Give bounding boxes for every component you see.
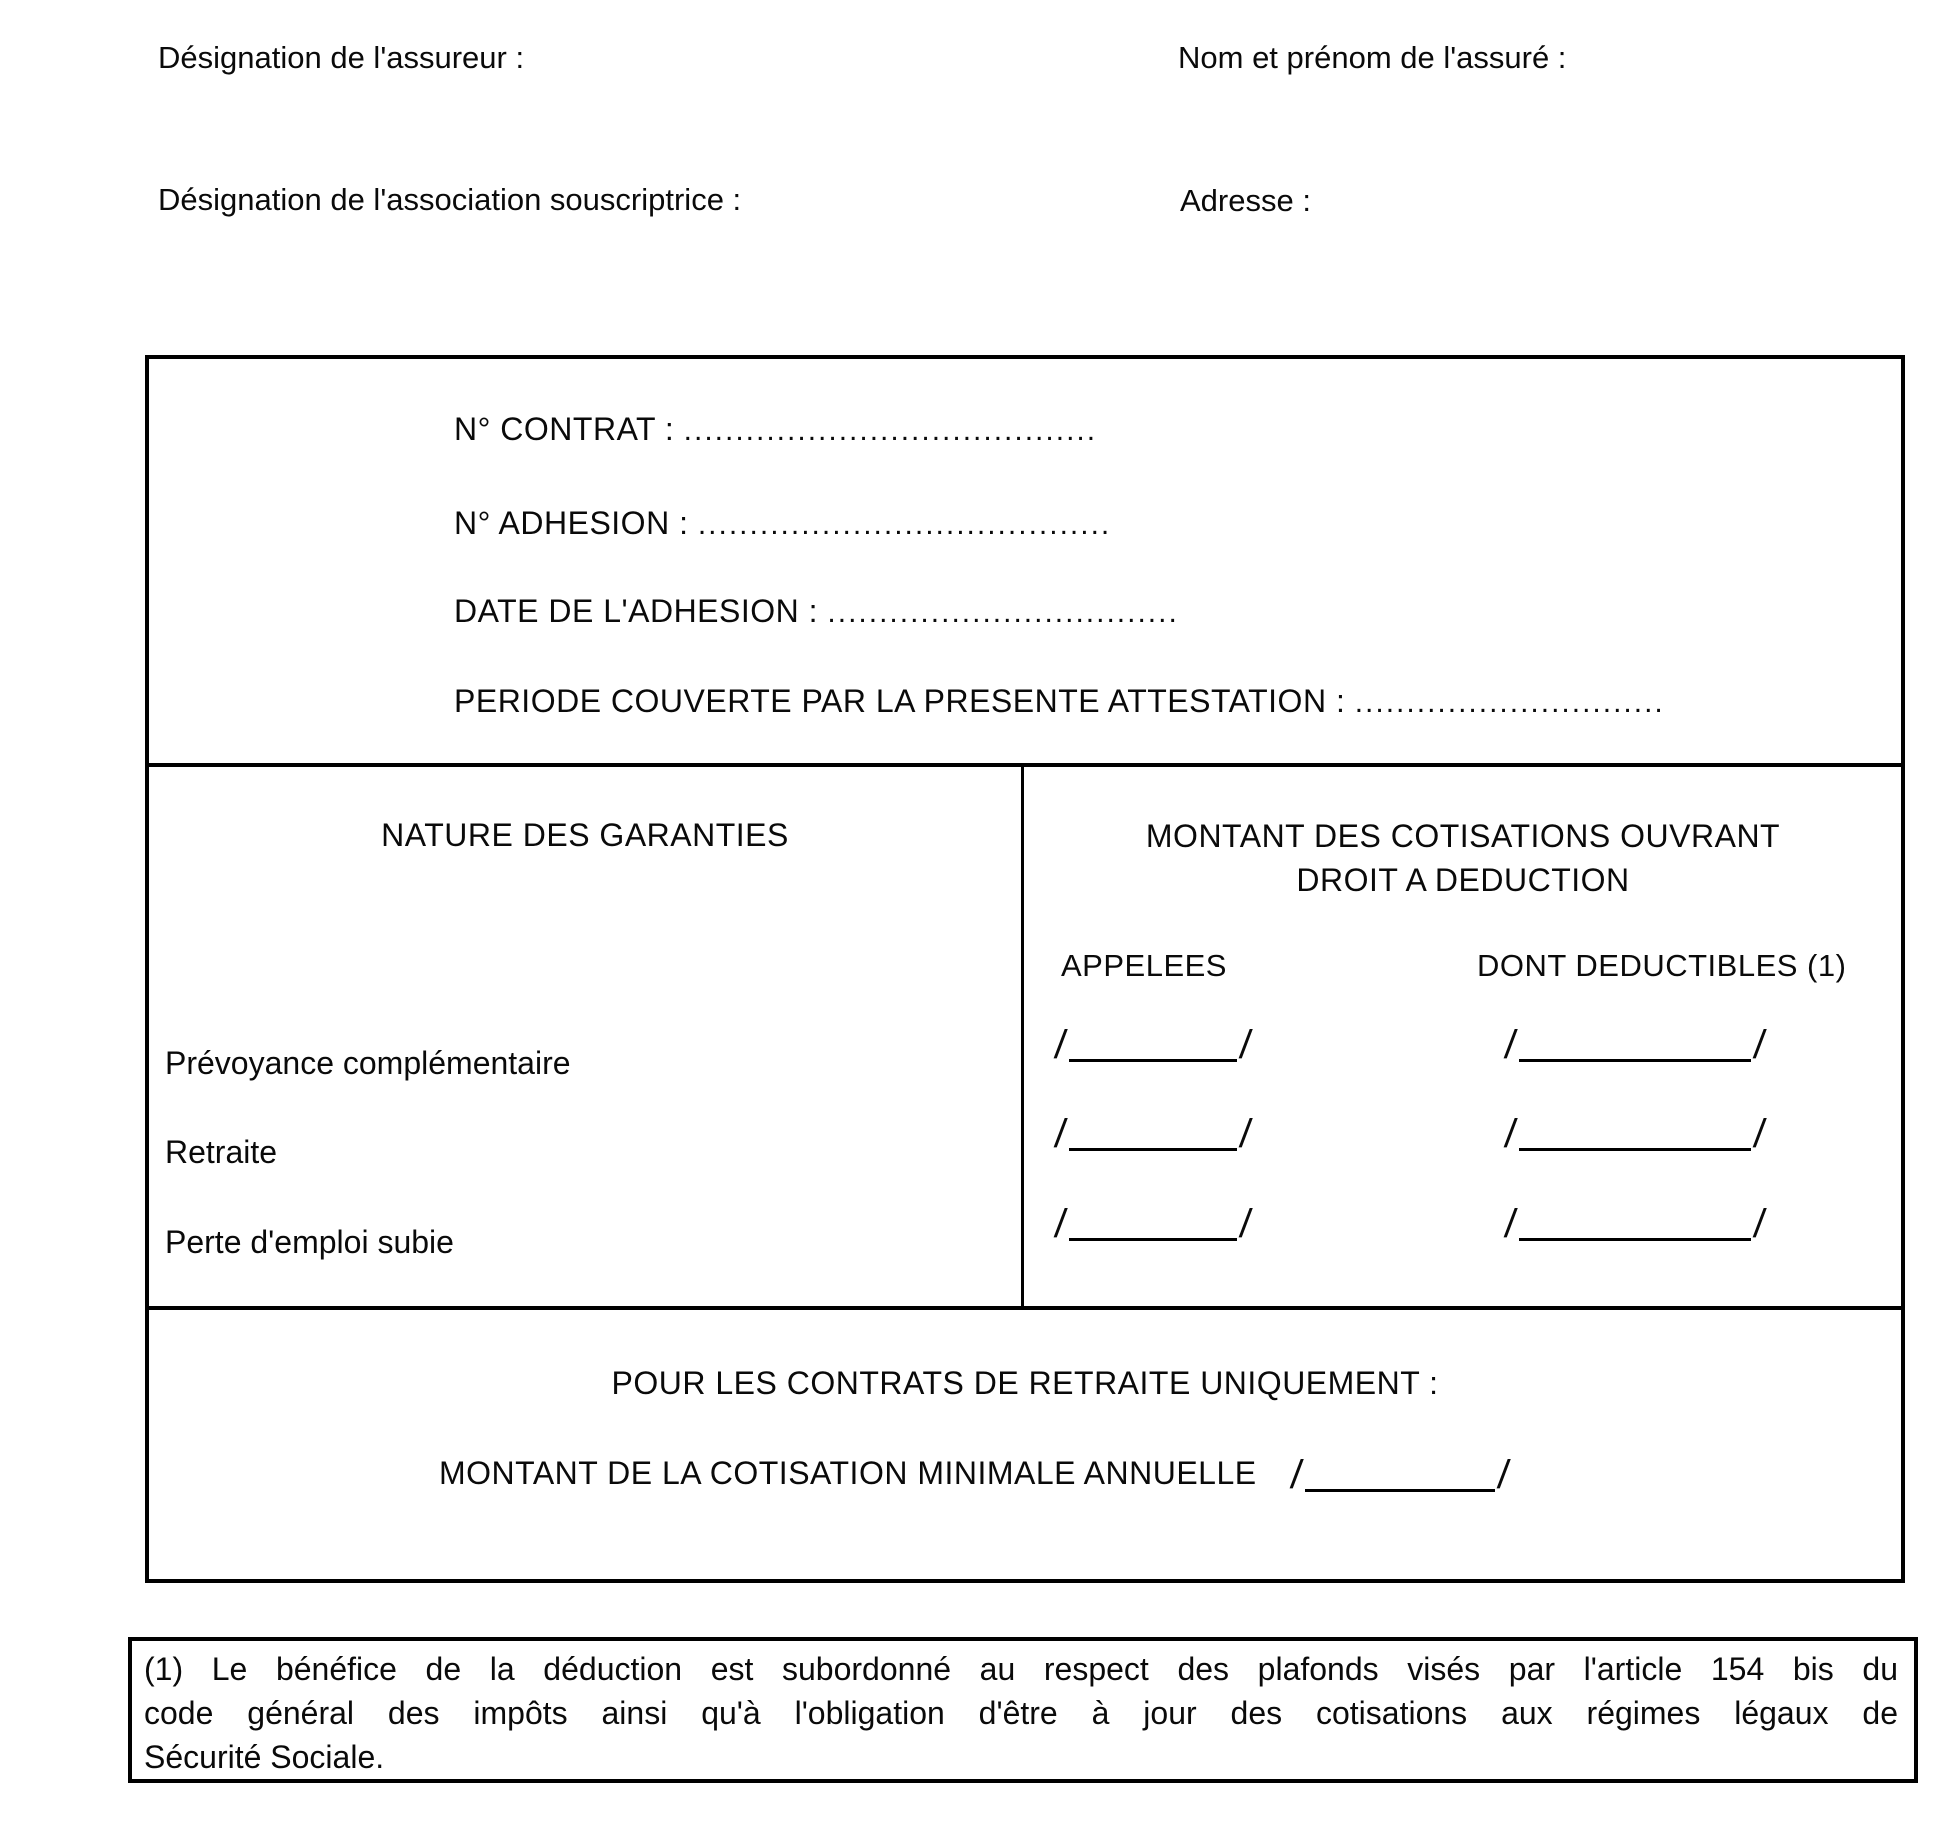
adresse-label: Adresse : xyxy=(1180,183,1311,218)
deductible-field-prevoyance[interactable] xyxy=(1502,1023,1768,1067)
adhesion-label: N° ADHESION : xyxy=(454,505,689,541)
periode-line xyxy=(454,683,1665,720)
column-header-dont-deductibles: DONT DEDUCTIBLES (1) xyxy=(1477,948,1847,983)
blank-line xyxy=(1069,1202,1237,1241)
cotisation-minimale-field[interactable] xyxy=(1288,1453,1513,1497)
slash-mark: / xyxy=(1052,1112,1069,1156)
cotisation-minimale-label: MONTANT DE LA COTISATION MINIMALE ANNUELLE xyxy=(439,1455,1257,1491)
montant-cotisations-header xyxy=(1025,814,1901,902)
slash-mark: / xyxy=(1502,1112,1519,1156)
blank-line xyxy=(1519,1202,1751,1241)
association-label: Désignation de l'association souscriptrice : xyxy=(158,182,742,217)
slash-mark: / xyxy=(1237,1023,1254,1067)
slash-mark: / xyxy=(1751,1202,1768,1246)
row-label-perte-emploi: Perte d'emploi subie xyxy=(165,1224,454,1260)
date-adhesion-line xyxy=(454,593,1179,630)
slash-mark: / xyxy=(1288,1453,1305,1497)
slash-mark: / xyxy=(1237,1202,1254,1246)
cotisation-minimale-line xyxy=(439,1453,1513,1497)
attestation-main-box xyxy=(145,355,1905,1583)
montant-header-line1: MONTANT DES COTISATIONS OUVRANT xyxy=(1145,818,1781,854)
footnote-line-3: Sécurité Sociale. xyxy=(144,1739,385,1775)
slash-mark: / xyxy=(1751,1112,1768,1156)
divider-table-columns xyxy=(1021,763,1024,1310)
appelees-field-prevoyance[interactable] xyxy=(1052,1023,1254,1067)
divider-top-of-table xyxy=(149,763,1901,767)
footnote-box xyxy=(128,1637,1918,1783)
montant-header-line2: DROIT A DEDUCTION xyxy=(1296,862,1630,898)
adhesion-line xyxy=(454,505,1111,542)
column-header-appelees: APPELEES xyxy=(1061,948,1227,983)
assure-label: Nom et prénom de l'assuré : xyxy=(1178,40,1567,75)
footnote-line-1: (1) Le bénéfice de la déduction est subordonné au respect des plafonds visés par l'article 154 bis du xyxy=(144,1651,1898,1687)
footnote-line-2: code général des impôts ainsi qu'à l'obligation d'être à jour des cotisations aux régimes légaux de xyxy=(144,1695,1898,1731)
adhesion-number-blank[interactable]: ........................................ xyxy=(697,508,1112,541)
nature-garanties-header: NATURE DES GARANTIES xyxy=(381,817,789,853)
blank-line xyxy=(1069,1023,1237,1062)
periode-blank[interactable]: .............................. xyxy=(1354,686,1665,719)
retraite-section-title: POUR LES CONTRATS DE RETRAITE UNIQUEMENT : xyxy=(611,1365,1439,1401)
divider-bottom-of-table xyxy=(149,1306,1901,1310)
slash-mark: / xyxy=(1502,1202,1519,1246)
deductible-field-perte-emploi[interactable] xyxy=(1502,1202,1768,1246)
slash-mark: / xyxy=(1751,1023,1768,1067)
blank-line xyxy=(1519,1112,1751,1151)
contrat-number-blank[interactable]: ........................................ xyxy=(683,414,1098,447)
date-adhesion-label: DATE DE L'ADHESION : xyxy=(454,593,819,629)
row-label-prevoyance: Prévoyance complémentaire xyxy=(165,1045,571,1081)
appelees-field-retraite[interactable] xyxy=(1052,1112,1254,1156)
blank-line xyxy=(1069,1112,1237,1151)
assureur-label: Désignation de l'assureur : xyxy=(158,40,525,75)
slash-mark: / xyxy=(1502,1023,1519,1067)
row-label-retraite: Retraite xyxy=(165,1134,278,1170)
slash-mark: / xyxy=(1052,1202,1069,1246)
appelees-field-perte-emploi[interactable] xyxy=(1052,1202,1254,1246)
blank-line xyxy=(1305,1453,1495,1492)
contrat-line xyxy=(454,411,1097,448)
slash-mark: / xyxy=(1495,1453,1513,1497)
contrat-label: N° CONTRAT : xyxy=(454,411,675,447)
periode-label: PERIODE COUVERTE PAR LA PRESENTE ATTESTATION : xyxy=(454,683,1346,719)
slash-mark: / xyxy=(1237,1112,1254,1156)
date-adhesion-blank[interactable]: .................................. xyxy=(827,596,1179,629)
blank-line xyxy=(1519,1023,1751,1062)
deductible-field-retraite[interactable] xyxy=(1502,1112,1768,1156)
slash-mark: / xyxy=(1052,1023,1069,1067)
